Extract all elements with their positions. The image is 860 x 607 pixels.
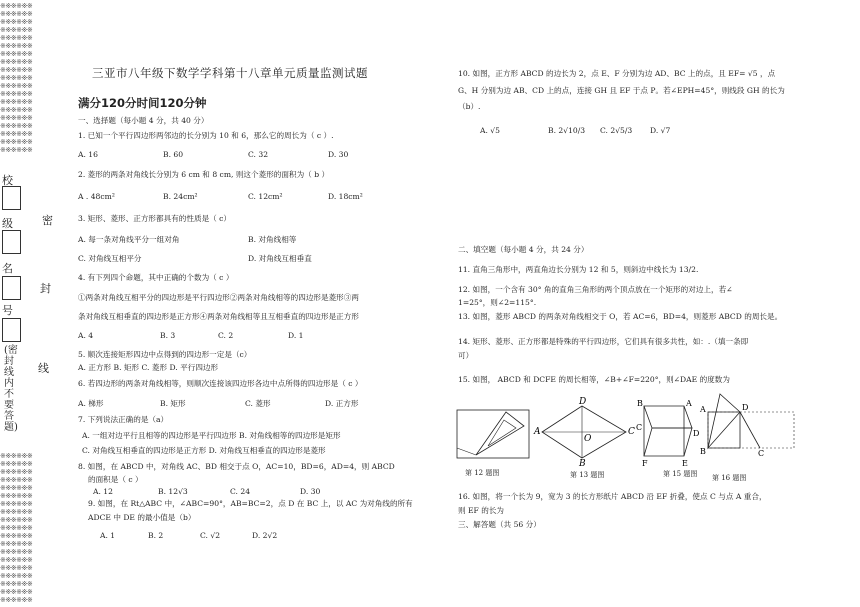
q2-option-c: C. 12cm²	[248, 192, 283, 201]
no-answer-note: (密封线内不要答题)	[4, 345, 18, 433]
question-12: 12. 如图，一个含有 30° 角的直角三角形的两个顶点放在一个矩形的对边上，若∠	[458, 285, 733, 294]
question-16: 16. 如图，将一个长为 9，宽为 3 的长方形纸片 ABCD 沿 EF 折叠，使点 C 与点 A 重合，	[458, 492, 767, 501]
svg-text:C: C	[628, 427, 635, 437]
q10-line-3: （b）.	[458, 102, 481, 111]
q7-line-2: C. 对角线互相垂直的四边形是正方形 D. 对角线互相垂直的四边形是菱形	[82, 446, 326, 455]
exam-title: 三亚市八年级下数学学科第十八章单元质量监测试题	[92, 66, 368, 80]
section-3-header: 三、解答题（共 56 分）	[458, 520, 541, 529]
question-13: 13. 如图，菱形 ABCD 的两条对角线相交于 O，若 AC=6，BD=4，则菱形 ABCD 的周长是。	[458, 312, 783, 321]
question-14: 14. 矩形、菱形、正方形都是特殊的平行四边形，它们具有很多共性，如：.（填一条即	[458, 337, 749, 346]
score-time-line: 满分120分时间120分钟	[78, 96, 207, 110]
section-1-header: 一、选择题（每小题 4 分，共 40 分）	[78, 116, 209, 125]
q4-line-2: 条对角线互相垂直的四边形是正方形④两条对角线相等且互相垂直的四边形是正方形	[78, 312, 359, 321]
q8-option-a: A. 12	[93, 487, 113, 496]
q9-option-a: A. 1	[100, 531, 116, 540]
q2-option-b: B. 24cm²	[163, 192, 198, 201]
svg-text:B: B	[637, 399, 643, 408]
class-label: 级	[2, 217, 13, 230]
figure-15-diagram	[634, 398, 698, 470]
question-5: 5. 顺次连接矩形四边中点得到的四边形一定是（c）	[78, 350, 252, 359]
q16-line-2: 则 EF 的长为	[458, 506, 505, 515]
q10-option-c: C. 2√5/3	[600, 126, 633, 135]
q8-line-2: 的面积是（ c ）	[88, 475, 143, 484]
q9-option-c: C. √2	[200, 531, 221, 540]
question-15: 15. 如图， ABCD 和 DCFE 的周长相等，∠B+∠F=220°，则∠DAE 的度数为	[458, 375, 730, 384]
number-label: 号	[2, 304, 13, 317]
caption-fig-15: 第 15 题图	[663, 470, 698, 478]
question-11: 11. 直角三角形中，两直角边长分别为 12 和 5，则斜边中线长为 13/2.	[458, 265, 699, 274]
svg-text:D: D	[693, 429, 700, 438]
q10-option-d: D. √7	[650, 126, 671, 135]
svg-text:C: C	[758, 449, 765, 458]
svg-text:D: D	[742, 403, 749, 412]
q1-option-a: A. 16	[78, 150, 98, 159]
q6-option-c: C. 菱形	[245, 399, 271, 408]
school-box[interactable]	[2, 186, 21, 210]
question-9: 9. 如图，在 Rt△ABC 中，∠ABC=90°，AB=BC=2，点 D 在 BC 上，以 AC 为对角线的所有	[88, 499, 413, 508]
question-6: 6. 若四边形的两条对角线相等，则顺次连接该四边形各边中点所得的四边形是（ c ）	[78, 379, 363, 388]
question-1: 1. 已知一个平行四边形两邻边的长分别为 10 和 6，那么它的周长为（ c ）.	[78, 131, 334, 140]
q6-option-a: A. 梯形	[78, 399, 104, 408]
q1-option-c: C. 32	[248, 150, 269, 159]
svg-text:C: C	[636, 423, 643, 432]
q8-option-d: D. 30	[300, 487, 321, 496]
caption-fig-13: 第 13 题图	[570, 471, 605, 479]
seal-char-3: 线	[38, 362, 49, 375]
name-box[interactable]	[2, 276, 21, 300]
q6-option-d: D. 正方形	[325, 399, 359, 408]
q4-option-a: A. 4	[78, 331, 94, 340]
star-border-top: ※※※※※※ ※※※※※※ ※※※※※※ ※※※※※※ ※※※※※※ ※※※※※※ ※※※※※※ ※※※※※※ ※※※※※※ ※※※※※※ ※※※※※※ ※※※※※※ ※※※※※※ ※※※※※※ ※※※※※※ ※※※※※※ ※※※※※※ ※※※※※※ ※※※※※※	[0, 2, 33, 154]
section-2-header: 二、填空题（每小题 4 分，共 24 分）	[458, 245, 589, 254]
q2-option-a: A . 48cm²	[78, 192, 115, 201]
q1-option-d: D. 30	[328, 150, 349, 159]
q12-line-2: 1=25°，则∠2=115°.	[458, 298, 537, 307]
star-border-bottom: ※※※※※※ ※※※※※※ ※※※※※※ ※※※※※※ ※※※※※※ ※※※※※※ ※※※※※※ ※※※※※※ ※※※※※※ ※※※※※※ ※※※※※※ ※※※※※※ ※※※※※※ ※※※※※※ ※※※※※※ ※※※※※※ ※※※※※※ ※※※※※※ ※※※※※※	[0, 452, 33, 604]
seal-char-1: 密	[42, 214, 53, 227]
q2-option-d: D. 18cm²	[328, 192, 363, 201]
svg-text:A: A	[700, 405, 706, 414]
q8-option-b: B. 12√3	[158, 487, 188, 496]
q3-option-d: D. 对角线互相垂直	[248, 254, 312, 263]
q3-option-a: A. 每一条对角线平分一组对角	[78, 235, 180, 244]
svg-text:A: A	[686, 399, 692, 408]
binding-margin	[0, 0, 53, 607]
name-label: 名	[2, 262, 13, 275]
question-10: 10. 如图，正方形 ABCD 的边长为 2，点 E、F 分别为边 AD、BC 上的点，且 EF= √5 ，点	[458, 69, 776, 78]
question-4: 4. 有下列四个命题，其中正确的个数为（ c ）	[78, 273, 234, 282]
caption-fig-12: 第 12 题图	[465, 469, 500, 477]
q8-option-c: C. 24	[230, 487, 251, 496]
question-3: 3. 矩形、菱形、正方形都具有的性质是（ c）	[78, 214, 232, 223]
q4-option-d: D. 1	[288, 331, 304, 340]
svg-text:F: F	[642, 459, 648, 468]
number-box[interactable]	[2, 318, 21, 342]
q5-options: A. 正方形 B. 矩形 C. 菱形 D. 平行四边形	[78, 363, 219, 372]
question-2: 2. 菱形的两条对角线长分别为 6 cm 和 8 cm, 则这个菱形的面积为（ b ）	[78, 170, 330, 179]
caption-fig-16: 第 16 题图	[712, 474, 747, 482]
svg-text:B: B	[579, 459, 586, 469]
class-box[interactable]	[2, 230, 21, 254]
figure-13-diagram	[534, 397, 635, 469]
q1-option-b: B. 60	[163, 150, 184, 159]
question-8: 8. 如图，在 ABCD 中，对角线 AC、BD 相交于点 O，AC=10，BD=6，AD=4，则 ABCD	[78, 462, 395, 471]
q10-option-a: A. √5	[480, 126, 500, 135]
svg-text:E: E	[682, 459, 688, 468]
svg-text:A: A	[534, 427, 541, 437]
q14-line-2: 可）	[458, 351, 474, 360]
school-label: 校	[2, 174, 13, 187]
q3-option-c: C. 对角线互相平分	[78, 254, 142, 263]
q10-option-b: B. 2√10/3	[548, 126, 586, 135]
q9-line-2: ADCE 中 DE 的最小值是（b）	[88, 513, 196, 522]
question-7: 7. 下列说法正确的是（a）	[78, 415, 169, 424]
q7-line-1: A. 一组对边平行且相等的四边形是平行四边形 B. 对角线相等的四边形是矩形	[82, 431, 341, 440]
q10-line-2: G、H 分别为边 AB、CD 上的点，连接 GH 且 EF 于点 P。若∠EPH=45°，则线段 GH 的长为	[458, 86, 785, 95]
q3-option-b: B. 对角线相等	[248, 235, 297, 244]
q4-line-1: ①两条对角线互相平分的四边形是平行四边形②两条对角线相等的四边形是菱形③两	[78, 293, 359, 302]
svg-text:B: B	[700, 447, 706, 456]
seal-char-2: 封	[40, 282, 51, 295]
svg-text:D: D	[579, 397, 587, 407]
q9-option-b: B. 2	[148, 531, 164, 540]
figure-16-diagram	[700, 390, 800, 460]
svg-text:O: O	[584, 434, 592, 444]
q4-option-c: C. 2	[218, 331, 234, 340]
figure-12-diagram	[456, 408, 531, 463]
q4-option-b: B. 3	[160, 331, 176, 340]
q9-option-d: D. 2√2	[252, 531, 278, 540]
q6-option-b: B. 矩形	[160, 399, 186, 408]
